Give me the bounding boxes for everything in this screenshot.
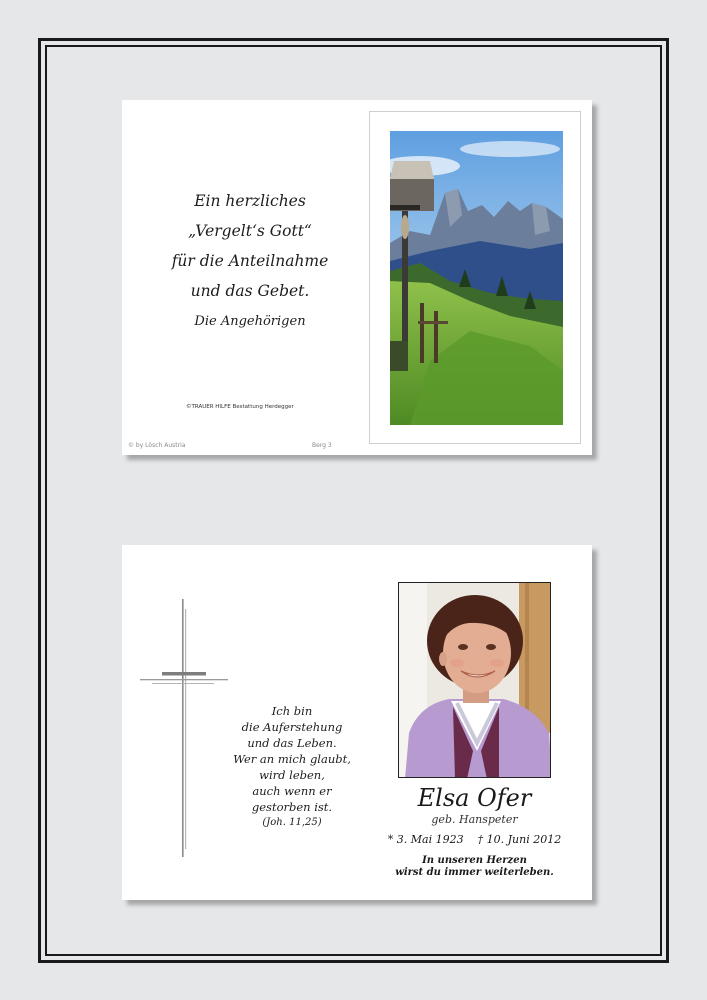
verse-line: Ich bin — [271, 704, 313, 718]
thank-you-card — [122, 100, 592, 455]
thank-you-line: für die Anteilnahme — [171, 252, 329, 270]
funeral-home-credit: ©TRAUER HILFE Bestattung Herdegger — [186, 404, 294, 410]
verse-line: Wer an mich glaubt, — [233, 752, 351, 766]
bible-verse — [192, 703, 392, 831]
photo-mount — [369, 111, 581, 444]
maiden-name: geb. Hanspeter — [431, 813, 518, 826]
thank-you-line: und das Gebet. — [190, 282, 310, 300]
verse-line: die Auferstehung — [241, 720, 343, 734]
elderly-woman-portrait-icon — [399, 583, 551, 778]
remembrance-line: In unseren Herzen — [422, 855, 527, 866]
thank-you-text — [150, 186, 350, 306]
verse-line: und das Leben. — [247, 736, 337, 750]
family-signature: Die Angehörigen — [194, 314, 306, 329]
thank-you-line: „Vergelt‘s Gott“ — [188, 222, 312, 240]
remembrance-line: wirst du immer weiterleben. — [395, 867, 554, 878]
death-date: † 10. Juni 2012 — [477, 833, 562, 846]
copyright-note: © by Lösch Austria — [128, 442, 186, 449]
remembrance-text — [372, 855, 577, 879]
mountain-wayside-cross-icon — [390, 131, 563, 425]
thank-you-line: Ein herzliches — [194, 192, 306, 210]
memorial-card — [122, 545, 592, 900]
life-dates — [372, 833, 577, 846]
verse-line: auch wenn er — [252, 784, 332, 798]
deceased-name: Elsa Ofer — [417, 784, 532, 812]
portrait-photo — [398, 582, 551, 778]
landscape-photo — [390, 131, 563, 425]
card-code: Berg 3 — [312, 442, 332, 449]
verse-line: gestorben ist. — [251, 800, 333, 814]
birth-date: * 3. Mai 1923 — [387, 833, 464, 846]
verse-line: wird leben, — [259, 768, 325, 782]
verse-reference: (Joh. 11,25) — [262, 817, 322, 828]
